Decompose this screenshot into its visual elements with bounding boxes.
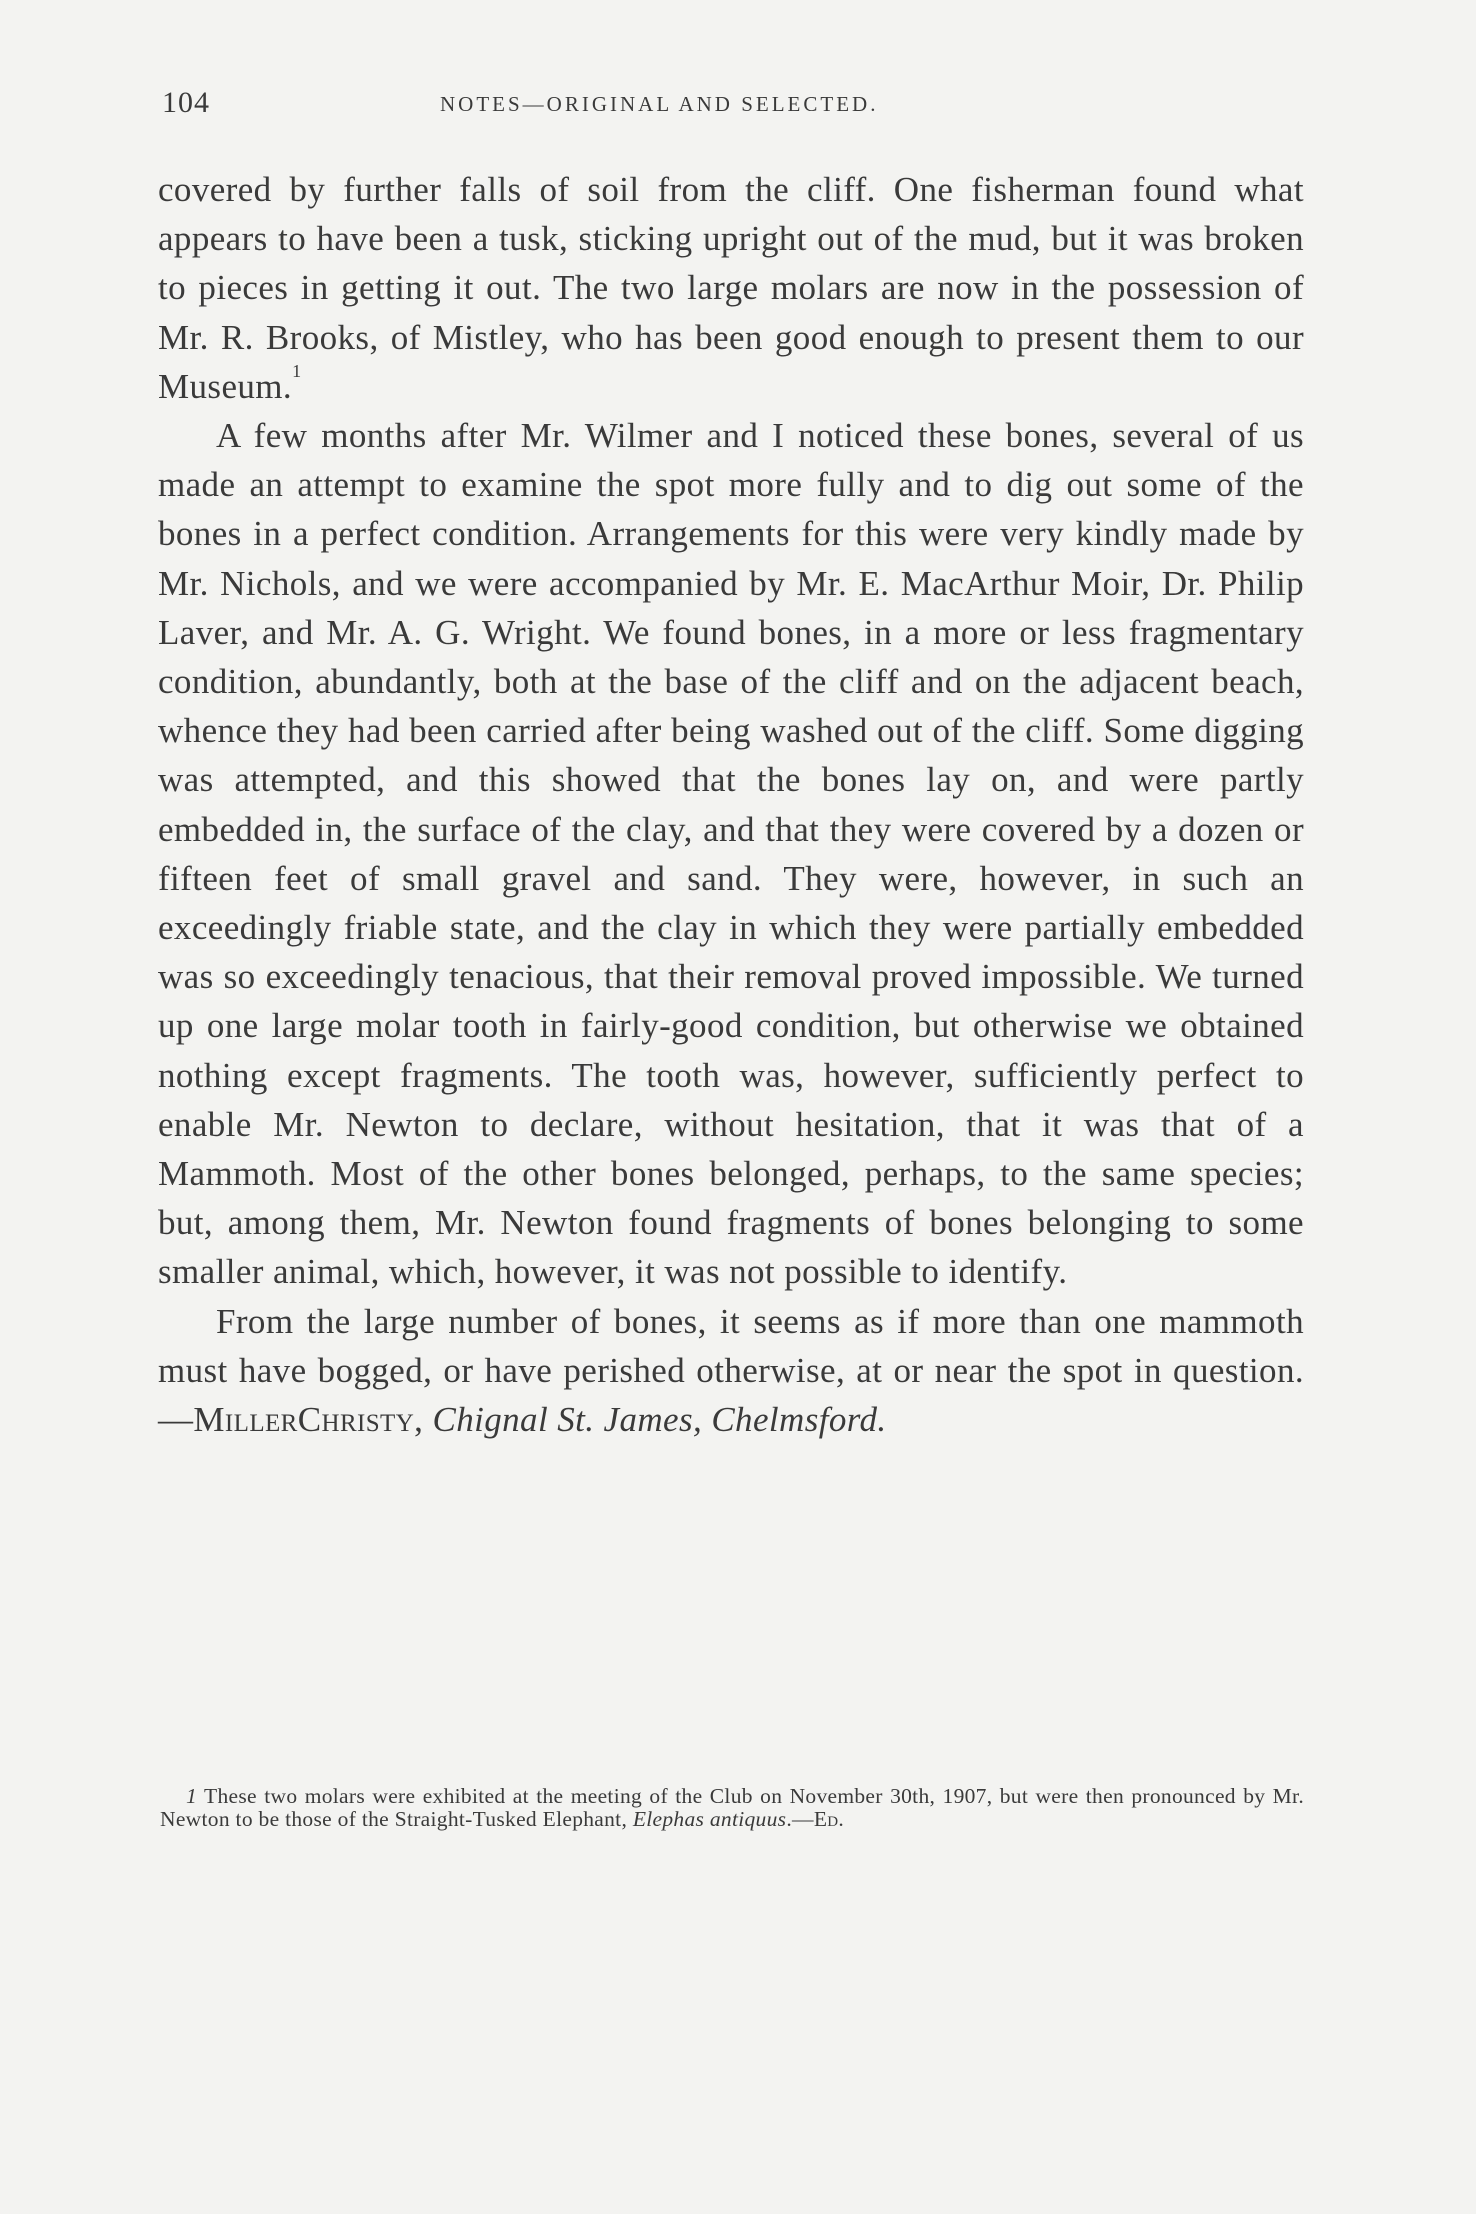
body-text	[158, 165, 1304, 1444]
footnote-marker: 1	[186, 1784, 198, 1808]
paragraph-1	[158, 165, 1304, 411]
author-signature: MillerChristy	[193, 1400, 415, 1440]
paragraph-3-text: From the large number of bones, it seems as if more than one mammoth must have bogged, or have perished otherwise, at or near the spot in question.—	[158, 1301, 1304, 1440]
paragraph-2: A few months after Mr. Wilmer and I noticed these bones, several of us made an attempt to examine the spot more fully and to dig out some of the bones in a perfect condition. Arrangements for this were very kindly made by Mr. Nichols, and we were accompanied by Mr. E. MacArthur Moir, Dr. Philip Laver, and Mr. A. G. Wright. We found bones, in a more or less fragmentary condition, abundantly, both at the base of the cliff and on the adjacent beach, whence they had been carried after being washed out of the cliff. Some digging was attempted, and this showed that the bones lay on, and were partly embedded in, the surface of the clay, and that they were covered by a dozen or fifteen feet of small gravel and sand. They were, however, in such an exceedingly friable state, and the clay in which they were partially embedded was so exceedingly tenacious, that their removal proved impossible. We turned up one large molar tooth in fairly-good condition, but otherwise we obtained nothing except fragments. The tooth was, however, sufficiently perfect to enable Mr. Newton to declare, without hesitation, that it was that of a Mammoth. Most of the other bones belonged, perhaps, to the same species; but, among them, Mr. Newton found fragments of bones belonging to some smaller animal, which, however, it was not possible to identify.	[158, 416, 1304, 1292]
paragraph-1-text: covered by further falls of soil from the cliff. One fisherman found what appears to have been a tusk, sticking upright out of the mud, but it was broken to pieces in getting it out. The two large molars are now in the possession of Mr. R. Brooks, of Mistley, who has been good enough to present them to our Museum.	[158, 170, 1304, 406]
running-title: NOTES—ORIGINAL AND SELECTED.	[440, 92, 879, 116]
footnotes	[160, 1785, 1304, 1831]
footnote-1	[160, 1785, 1304, 1831]
signature-separator: ,	[414, 1400, 433, 1440]
paragraph-3	[158, 1297, 1304, 1445]
page-number: 104	[162, 86, 210, 119]
running-head	[162, 86, 1304, 126]
footnote-text: These two molars were exhibited at the meeting of the Club on November 30th, 1907, but were then pronounced by Mr. Newton to be those of the Straight-Tusked Elephant,	[160, 1784, 1304, 1831]
footnote-reference: 1	[292, 360, 302, 381]
footnote-species: Elephas antiquus	[632, 1807, 787, 1831]
footnote-dash: .—	[786, 1807, 814, 1831]
footnote-editor: Ed.	[813, 1807, 845, 1831]
author-location: Chignal St. James, Chelmsford.	[432, 1400, 887, 1440]
